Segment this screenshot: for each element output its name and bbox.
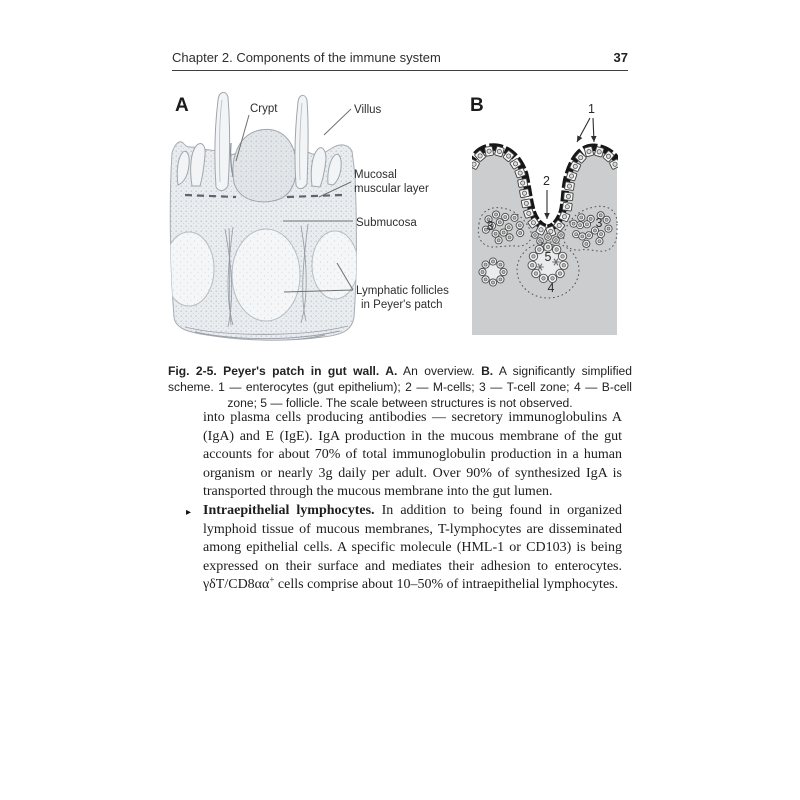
- lymphocyte-cell: [492, 211, 499, 218]
- lymphocyte-cell: [553, 237, 560, 244]
- enterocyte-cell: [584, 146, 594, 157]
- lymphocyte-cell: [560, 261, 568, 269]
- lymphocyte-cell: [535, 245, 543, 253]
- marker-5-follicle: 5: [544, 250, 552, 264]
- bullet-text-1: In addition to being found in organized lymphoid tissue of mucous membranes, T-lymphocytes are disseminated among epithelial cells. A specific molecule (HML-1 or CD103) is being expressed on their surface and mediates their adhesion to enterocytes. γδT/CD8αα: [203, 502, 623, 593]
- caption-part: Fig. 2-5. Peyer's patch in gut wall. A.: [168, 364, 398, 379]
- figure-2-5-illustration: [165, 85, 640, 345]
- lymphocyte-cell: [489, 279, 496, 286]
- lymphocyte-cell: [500, 229, 507, 236]
- cell-nucleus: [566, 194, 571, 199]
- lymphocyte-cell: [558, 232, 565, 239]
- enterocyte-cell: [519, 189, 529, 198]
- marker-1-arrow-right: [593, 118, 594, 142]
- lymphocyte-cell: [497, 276, 504, 283]
- follicle-texture: [232, 229, 300, 321]
- lymphocyte-cell: [570, 220, 577, 227]
- lymphocyte-cell: [495, 237, 502, 244]
- lymphocyte-cell: [532, 232, 539, 239]
- marker-3-t-zone-left: 3: [486, 219, 494, 233]
- lymphocyte-cell: [517, 229, 524, 236]
- lymphocyte-cell: [516, 222, 523, 229]
- mucosal-label-line1: Mucosal: [354, 169, 397, 181]
- lymphocyte-cell: [528, 261, 536, 269]
- enterocyte-cell: [565, 182, 575, 191]
- lymphocyte-cell: [605, 225, 612, 232]
- paragraph-iga: into plasma cells producing antibodies — secretory immunoglobulins A (IgA) and E (IgE). IgA production in the mucous membrane of the gut accounts for about 70% of total immunoglobulin production in a human organism or nearly 3g daily per adult. Over 90% of synthesized IgA is transported through the mucous membrane into the gut lumen.: [203, 410, 622, 500]
- lymphocyte-cell: [532, 269, 540, 277]
- lymphocyte-cell: [583, 221, 590, 228]
- marker-2-m-cells: 2: [543, 174, 550, 188]
- lymphocyte-cell: [479, 268, 486, 275]
- marker-4-b-zone: 4: [547, 281, 555, 295]
- lymphocyte-cell: [529, 252, 537, 260]
- crypt-label: Crypt: [250, 103, 278, 115]
- lymphocyte-cell: [596, 238, 603, 245]
- page-header: [172, 50, 628, 71]
- enterocyte-cell: [518, 178, 528, 187]
- cell-nucleus: [524, 201, 529, 206]
- lymphocyte-cell: [578, 214, 585, 221]
- lymphocyte-cell: [552, 245, 560, 253]
- caption-part: B.: [481, 364, 494, 379]
- lymphocyte-cell: [489, 258, 496, 265]
- caption-part: A significantly simplified scheme. 1 — enterocytes (gut epithelium); 2 — M-cells; 3 — T-cell zone; 4 — B-cell zone; 5 — follicle. The scale between structures is not observed.: [168, 364, 632, 411]
- villus-left: [215, 92, 230, 190]
- marker-1-arrow-left: [577, 118, 590, 142]
- lymphocyte-cell: [545, 234, 552, 241]
- lymphocyte-cell: [585, 232, 592, 239]
- superscript-plus: +: [269, 574, 275, 585]
- lymphocyte-cell: [539, 274, 547, 282]
- villus-label: Villus: [354, 104, 382, 116]
- lymphocyte-cell: [482, 276, 489, 283]
- caption-part: An overview.: [397, 364, 482, 379]
- lymphocyte-cell: [597, 231, 604, 238]
- panel-a-label: A: [175, 95, 189, 116]
- submucosa-label: Submucosa: [356, 217, 417, 229]
- figure-caption: [168, 363, 632, 411]
- cell-nucleus: [487, 149, 492, 154]
- bullet-text-2: cells comprise about 10–50% of intraepithelial lymphocytes.: [274, 577, 619, 593]
- paragraph-intraepithelial: [186, 502, 623, 595]
- lymphocyte-cell: [497, 261, 504, 268]
- lymphocyte-cell: [558, 252, 566, 260]
- cell-nucleus: [520, 181, 525, 186]
- lymphocyte-cell: [482, 261, 489, 268]
- cell-nucleus: [522, 191, 527, 196]
- enterocyte-cell: [521, 199, 531, 208]
- lymphocyte-cell: [579, 233, 586, 240]
- panel-b-label: B: [470, 95, 484, 116]
- body-text: [186, 409, 623, 595]
- enterocyte-cell: [564, 192, 574, 200]
- panel-a: [165, 92, 449, 341]
- cell-nucleus: [565, 204, 570, 209]
- enterocyte-cell: [485, 146, 494, 156]
- lymphocyte-cell: [583, 240, 590, 247]
- panel-b: [468, 95, 620, 335]
- lymphocyte-cell: [511, 214, 518, 221]
- follicle-texture: [312, 231, 358, 299]
- enterocyte-cell: [562, 202, 572, 211]
- mucosal-label-line2: muscular layer: [354, 183, 429, 195]
- chapter-title: Chapter 2. Components of the immune system: [172, 50, 441, 65]
- page-number: 37: [613, 50, 628, 65]
- lymphocyte-cell: [500, 268, 507, 275]
- lymphocyte-cell: [556, 269, 564, 277]
- lymphocyte-cell: [506, 234, 513, 241]
- villus-leader-line: [324, 109, 351, 135]
- bullet-icon: ▸: [186, 506, 192, 518]
- follicles-label-line1: Lymphatic follicles: [356, 285, 449, 297]
- lymphocyte-cell: [496, 219, 503, 226]
- bullet-lead: Intraepithelial lymphocytes.: [203, 502, 375, 518]
- follicles-label-line2: in Peyer's patch: [361, 299, 443, 311]
- marker-3-t-zone-right: 3: [595, 216, 603, 230]
- lymphocyte-cell: [603, 216, 610, 223]
- lymphocyte-cell: [576, 222, 583, 229]
- cell-nucleus: [567, 184, 572, 189]
- figure: [165, 85, 640, 345]
- marker-1-enterocytes: 1: [588, 102, 595, 116]
